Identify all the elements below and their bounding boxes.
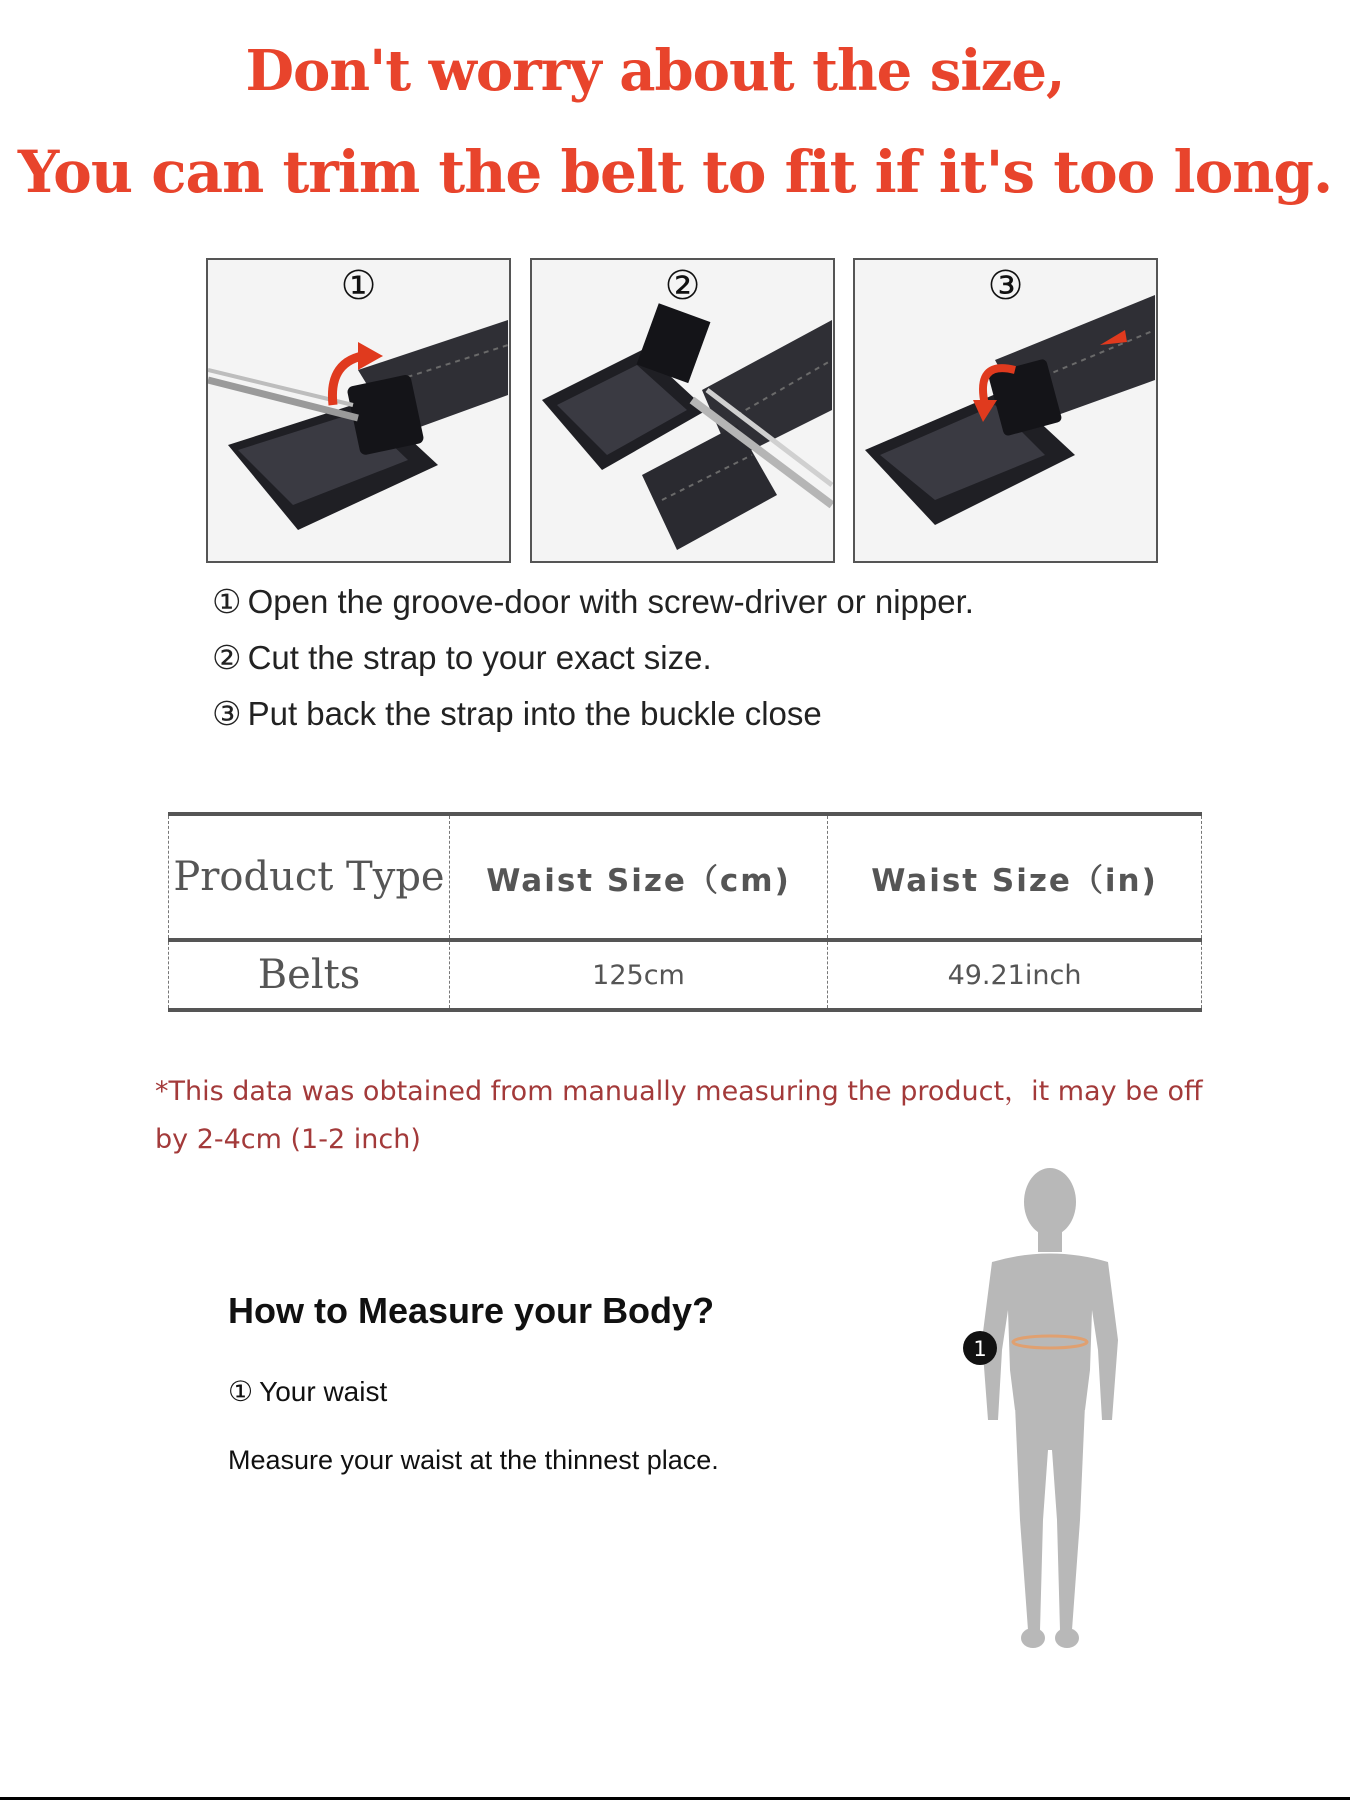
headline-line-2: You can trim the belt to fit if it's too long. bbox=[17, 138, 1333, 206]
step-text: Open the groove-door with screw-driver or nipper. bbox=[247, 583, 974, 620]
step-number: ① bbox=[212, 582, 242, 621]
cell-waist-in: 49.21inch bbox=[828, 940, 1202, 1010]
panel-number: ② bbox=[664, 263, 701, 309]
body-figure bbox=[920, 1160, 1180, 1675]
step-panel-3 bbox=[853, 258, 1158, 563]
cell-product-type: Belts bbox=[169, 940, 450, 1010]
step-text: Put back the strap into the buckle close bbox=[247, 695, 822, 732]
headline-line-1: Don't worry about the size, bbox=[245, 38, 1065, 104]
measure-item-number: ① bbox=[228, 1375, 254, 1408]
header-waist-in: Waist Size（in) bbox=[828, 814, 1202, 940]
step-item bbox=[212, 638, 712, 677]
cell-waist-cm: 125cm bbox=[450, 940, 828, 1010]
measure-title: How to Measure your Body? bbox=[228, 1290, 715, 1331]
step-panel-1 bbox=[206, 258, 511, 563]
panel-number: ③ bbox=[987, 263, 1024, 309]
measurement-note: *This data was obtained from manually measuring the product，it may be off by 2-4cm (1-2 inch) bbox=[155, 1076, 1203, 1155]
step-panel-2 bbox=[530, 258, 835, 563]
human-silhouette-icon bbox=[920, 1160, 1180, 1670]
header-waist-cm: Waist Size（cm) bbox=[450, 814, 828, 940]
step-number: ③ bbox=[212, 694, 242, 733]
step-number: ② bbox=[212, 638, 242, 677]
measure-item bbox=[228, 1375, 387, 1408]
measure-item-label: Your waist bbox=[259, 1376, 388, 1407]
header-product-type: Product Type bbox=[169, 814, 450, 940]
table-row bbox=[169, 940, 1202, 1010]
measure-description: Measure your waist at the thinnest place. bbox=[228, 1445, 719, 1475]
waist-marker-label: 1 bbox=[973, 1337, 987, 1361]
step-item bbox=[212, 694, 822, 733]
size-table bbox=[168, 812, 1202, 1012]
step-text: Cut the strap to your exact size. bbox=[247, 639, 712, 676]
table-header-row bbox=[169, 814, 1202, 940]
panel-number: ① bbox=[340, 263, 377, 309]
step-item bbox=[212, 582, 974, 621]
